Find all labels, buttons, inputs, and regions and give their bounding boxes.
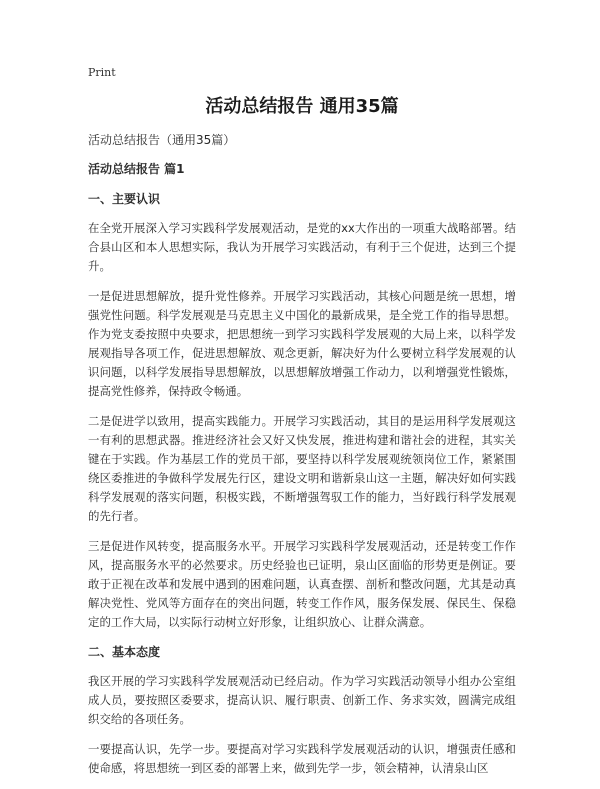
paragraph: 一要提高认识，先学一步。要提高对学习实践科学发展观活动的认识，增强责任感和使命感，将思想统一到区委的部署上来，做到先学一步，领会精神，认清泉山区 [88,742,516,775]
section-main-understanding [88,190,516,632]
article-title: 活动总结报告 篇1 [88,162,185,176]
paragraph: 三是促进作风转变，提高服务水平。开展学习实践科学发展观活动，还是转变工作作风，提高服务水平的必然要求。历史经验也已证明，泉山区面临的形势更是例证。要敢于正视在改革和发展中遇到的困难问题，认真查摆、剖析和整改问题，尤其是动真解决党性、党风等方面存在的突出问题，转变工作作风，服务保发展、保民生、保稳定的工作大局，以实际行动树立好形象，让组织放心、让群众满意。 [88,539,516,629]
print-label: Print [88,66,116,79]
paragraph: 在全党开展深入学习实践科学发展观活动，是党的xx大作出的一项重大战略部署。结合县山区和本人思想实际，我认为开展学习实践活动，有利于三个促进，达到三个提升。 [88,221,516,273]
document-page [88,66,516,789]
document-subtitle: 活动总结报告（通用35篇） [88,133,236,147]
paragraph: 我区开展的学习实践科学发展观活动已经启动。作为学习实践活动领导小组办公室组成人员，要按照区委要求，提高认识、履行职责、创新工作、务求实效，圆满完成组织交给的各项任务。 [88,674,516,726]
paragraph: 一是促进思想解放，提升党性修养。开展学习实践活动，其核心问题是统一思想，增强党性问题。科学发展观是马克思主义中国化的最新成果，是全党工作的指导思想。作为党支委按照中央要求，把思想统一到学习实践科学发展观的大局上来，以科学发展观指导各项工作，促进思想解放、观念更新，解决好为什么要树立科学发展观的认识问题，以科学发展指导思想解放，以思想解放增强工作动力，以利增强党性锻炼，提高党性修养，保持政令畅通。 [88,289,516,398]
section-heading: 二、基本态度 [88,645,161,659]
section-basic-attitude [88,643,516,778]
document-title: 活动总结报告 通用35篇 [205,96,399,117]
paragraph: 二是促进学以致用，提高实践能力。开展学习实践活动，其目的是运用科学发展观这一有利的思想武器。推进经济社会又好又快发展，推进构建和谐社会的进程，其实关键在于实践。作为基层工作的党员干部，要坚持以科学发展观统领岗位工作，紧紧围绕区委推进的争做科学发展先行区，建设文明和谐新泉山这一主题，解决好如何实践科学发展观的落实问题，积极实践，不断增强驾驭工作的能力，当好践行科学发展观的先行者。 [88,414,516,523]
section-heading: 一、主要认识 [88,192,161,206]
